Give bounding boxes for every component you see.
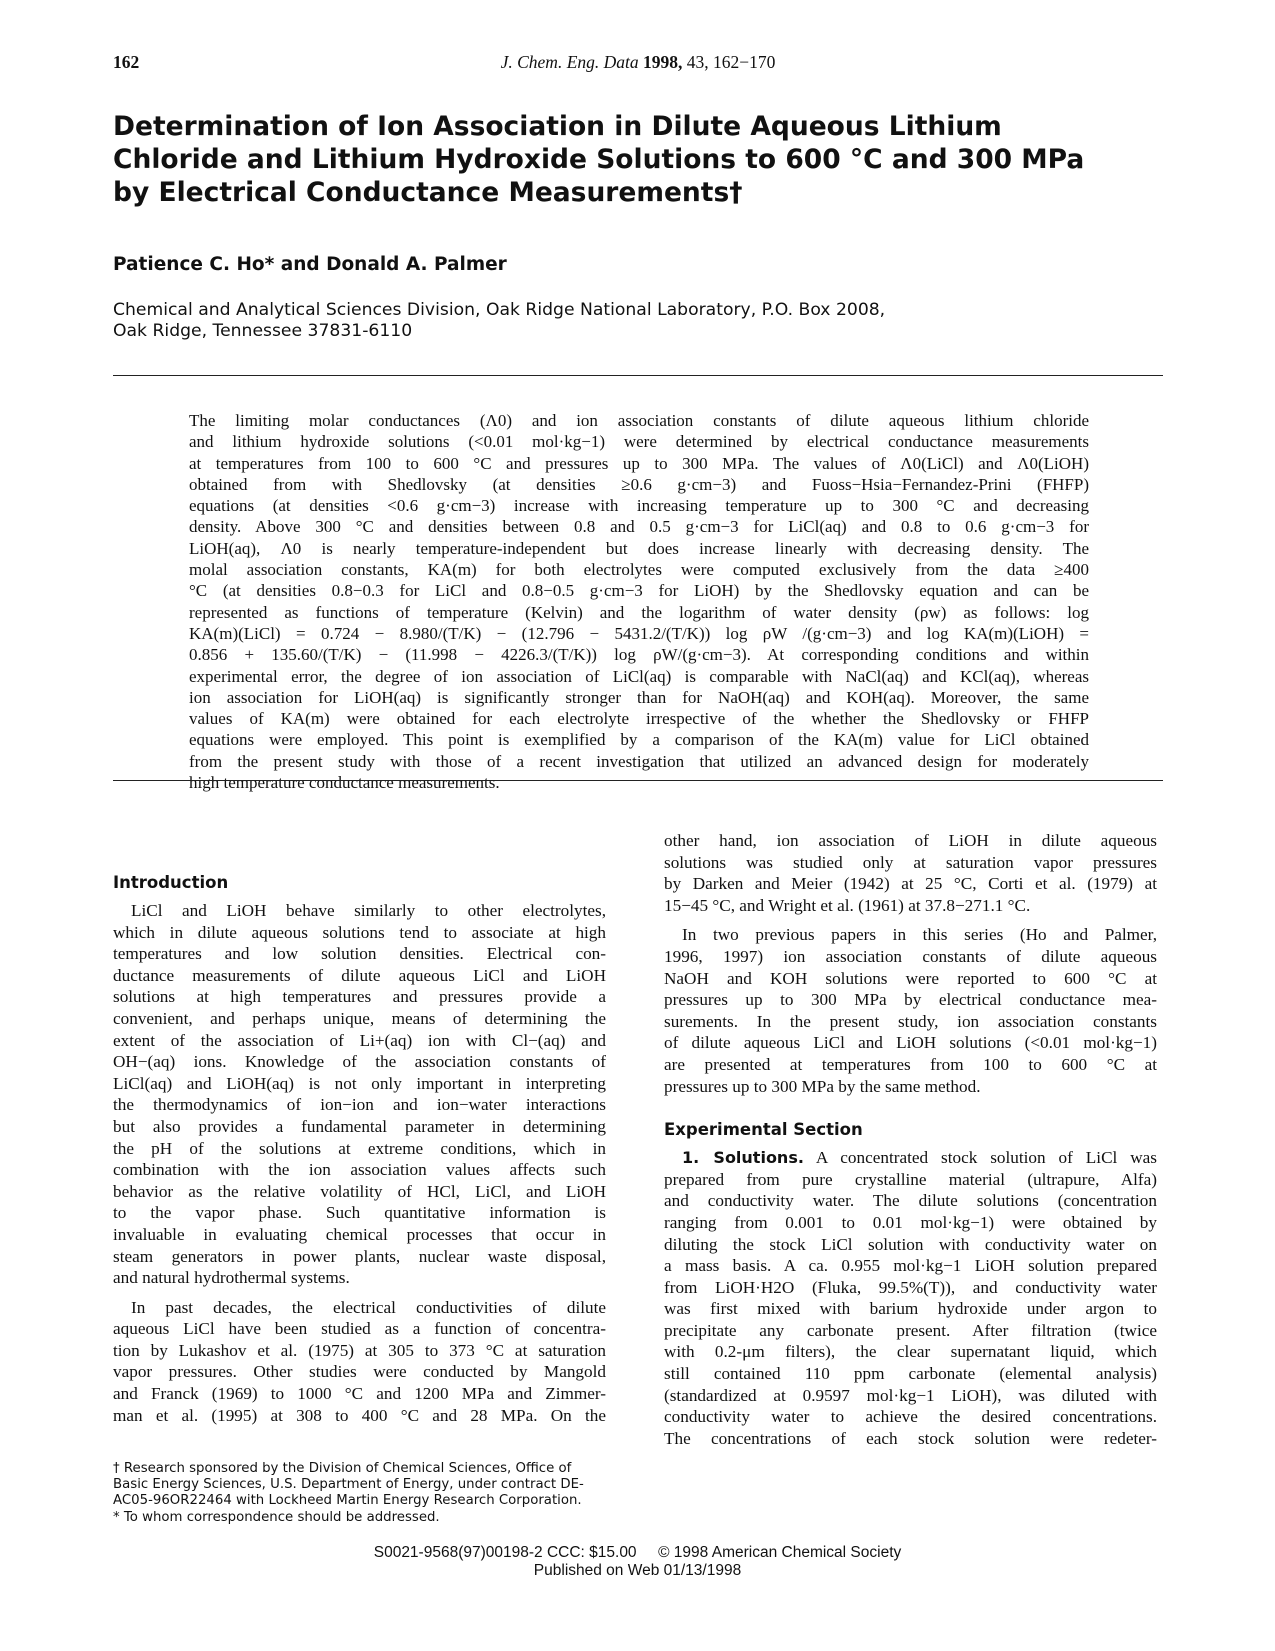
text-line: extent of the association of Li+(aq) ion with Cl−(aq) and [113, 1030, 606, 1050]
text-line: of dilute aqueous LiCl and LiOH solutions (<0.01 mol·kg−1) [664, 1033, 1157, 1053]
text-line: conductivity water to achieve the desired concentrations. [664, 1407, 1157, 1427]
section-gap [664, 1105, 1157, 1119]
intro-paragraph [664, 924, 1157, 1097]
text-line: vapor pressures. Other studies were conducted by Mangold [113, 1362, 606, 1382]
text-line: with 0.2-μm filters), the clear supernatant liquid, which [664, 1342, 1157, 1362]
text-line: NaOH and KOH solutions were reported to 600 °C at [664, 968, 1157, 988]
text-line: The concentrations of each stock solution were redeter- [664, 1428, 1157, 1448]
text-line: values of KA(m) were obtained for each electrolyte irrespective of the whether the Shedlovsky or FHFP [189, 709, 1089, 729]
footer-copyright-line: S0021-9568(97)00198-2 CCC: $15.00 © 1998 American Chemical Society [373, 1544, 902, 1561]
text-line: precipitate any carbonate present. After filtration (twice [664, 1320, 1157, 1340]
journal-reference [113, 52, 1163, 73]
text-line: LiCl(aq) and LiOH(aq) is not only important in interpreting [113, 1073, 606, 1093]
footnote-line: * To whom correspondence should be addressed. [113, 1509, 440, 1525]
affiliation-line: Oak Ridge, Tennessee 37831-6110 [113, 321, 413, 341]
title-line: by Electrical Conductance Measurements† [113, 177, 743, 208]
text-line: 0.856 + 135.60/(T/K) − (11.998 − 4226.3/(T/K)) log ρW/(g·cm−3). At corresponding conditions and within [189, 645, 1089, 665]
affiliation-line: Chemical and Analytical Sciences Division, Oak Ridge National Laboratory, P.O. Box 2008, [113, 300, 886, 320]
text-line: which in dilute aqueous solutions tend to associate at high [113, 922, 606, 942]
left-column [113, 872, 606, 1434]
right-column [664, 830, 1157, 1457]
text-line: convenient, and perhaps unique, means of determining the [113, 1008, 606, 1028]
footnote-line: † Research sponsored by the Division of Chemical Sciences, Office of [113, 1461, 572, 1476]
text-line: temperatures and low solution densities. Electrical con- [113, 944, 606, 964]
text-line: a mass basis. A ca. 0.955 mol·kg−1 LiOH solution prepared [664, 1256, 1157, 1276]
author-list: Patience C. Ho* and Donald A. Palmer [113, 254, 507, 275]
text-line: and Franck (1969) to 1000 °C and 1200 MPa and Zimmer- [113, 1384, 606, 1404]
text-line: obtained from with Shedlovsky (at densities ≥0.6 g·cm−3) and Fuoss−Hsia−Fernandez-Prini (FHFP) [189, 474, 1089, 494]
solutions-paragraph [664, 1147, 1157, 1449]
text-line: to the vapor phase. Such quantitative information is [113, 1203, 606, 1223]
intro-paragraph [113, 900, 606, 1289]
intro-paragraph [113, 1297, 606, 1427]
text-line: invaluable in evaluating chemical processes that occur in [113, 1224, 606, 1244]
title-line: Chloride and Lithium Hydroxide Solutions to 600 °C and 300 MPa [113, 144, 1085, 175]
text-line: at temperatures from 100 to 600 °C and pressures up to 300 MPa. The values of Λ0(LiCl) and Λ0(LiOH) [189, 453, 1089, 473]
text-line: equations (at densities <0.6 g·cm−3) increase with increasing temperature up to 300 °C and decreasing [189, 496, 1089, 516]
text-line: and lithium hydroxide solutions (<0.01 mol·kg−1) were determined by electrical conductance measurements [189, 432, 1089, 452]
text-line: the pH of the solutions at extreme conditions, which in [113, 1138, 606, 1158]
text-line: and natural hydrothermal systems. [113, 1268, 350, 1288]
text-line: are presented at temperatures from 100 to 600 °C at [664, 1054, 1157, 1074]
text-line: (standardized at 0.9597 mol·kg−1 LiOH), was diluted with [664, 1385, 1157, 1405]
text-line: high temperature conductance measurements. [189, 773, 500, 793]
text-line: 1996, 1997) ion association constants of dilute aqueous [664, 946, 1157, 966]
section-heading-experimental: Experimental Section [664, 1120, 863, 1140]
text-line: molal association constants, KA(m) for both electrolytes were computed exclusively from the data ≥400 [189, 560, 1089, 580]
text-line: represented as functions of temperature (Kelvin) and the logarithm of water density (ρw) as follows: log [189, 602, 1089, 622]
footer-published-line: Published on Web 01/13/1998 [533, 1562, 742, 1579]
text-line: ion association for LiOH(aq) is significantly stronger than for NaOH(aq) and KOH(aq). Moreover, the same [189, 687, 1089, 707]
text-line: and conductivity water. The dilute solutions (concentration [664, 1191, 1157, 1211]
footnote-line: AC05-96OR22464 with Lockheed Martin Energy Research Corporation. [113, 1493, 582, 1509]
text-line: solutions was studied only at saturation vapor pressures [664, 852, 1157, 872]
text-line: from LiOH·H2O (Fluka, 99.5%(T)), and conductivity water [664, 1277, 1157, 1297]
text-line [664, 1147, 1157, 1169]
text-line: 15−45 °C, and Wright et al. (1961) at 37.8−271.1 °C. [664, 895, 1031, 915]
affiliation [113, 300, 885, 342]
text-line: still contained 110 ppm carbonate (elemental analysis) [664, 1364, 1157, 1384]
text-line: prepared from pure crystalline material (ultrapure, Alfa) [664, 1169, 1157, 1189]
text-line: combination with the ion association values affects such [113, 1160, 606, 1180]
text-line: pressures up to 300 MPa by electrical conductance mea- [664, 990, 1157, 1010]
article-title [113, 110, 1173, 209]
text-line: aqueous LiCl have been studied as a function of concentra- [113, 1319, 606, 1339]
text-line: other hand, ion association of LiOH in dilute aqueous [664, 831, 1157, 850]
text-line: ductance measurements of dilute aqueous LiCl and LiOH [113, 965, 606, 985]
text-line: man et al. (1995) at 308 to 400 °C and 28 MPa. On the [113, 1405, 606, 1425]
text-line: pressures up to 300 MPa by the same method. [664, 1076, 981, 1096]
text-line: LiCl and LiOH behave similarly to other electrolytes, [131, 901, 606, 920]
text-line: tion by Lukashov et al. (1975) at 305 to 373 °C at saturation [113, 1340, 606, 1360]
abstract-top-rule [113, 375, 1163, 376]
text-line: behavior as the relative volatility of HCl, LiCl, and LiOH [113, 1181, 606, 1201]
text-line: steam generators in power plants, nuclear waste disposal, [113, 1246, 606, 1266]
intro-paragraph-continued [664, 830, 1157, 916]
text-fragment: A concentrated stock solution of LiCl was [815, 1148, 1157, 1168]
text-line: KA(m)(LiCl) = 0.724 − 8.980/(T/K) − (12.796 − 5431.2/(T/K)) log ρW /(g·cm−3) and log KA(m)(LiOH) = [189, 623, 1089, 643]
abstract [189, 410, 1089, 793]
text-line: OH−(aq) ions. Knowledge of the association constants of [113, 1052, 606, 1072]
page-footer [0, 1544, 1275, 1580]
journal-year: 1998, [643, 52, 683, 72]
text-line: In two previous papers in this series (Ho and Palmer, [682, 925, 1157, 945]
text-line: was first mixed with barium hydroxide under argon to [664, 1299, 1157, 1319]
title-line: Determination of Ion Association in Dilute Aqueous Lithium [113, 111, 1002, 142]
text-line: The limiting molar conductances (Λ0) and ion association constants of dilute aqueous lithium chloride [189, 411, 1089, 430]
text-line: diluting the stock LiCl solution with conductivity water on [664, 1234, 1157, 1254]
running-header [113, 52, 1163, 78]
text-line: In past decades, the electrical conductivities of dilute [131, 1297, 606, 1317]
text-line: experimental error, the degree of ion association of LiCl(aq) is comparable with NaCl(aq) and KCl(aq), whereas [189, 666, 1089, 686]
text-line: density. Above 300 °C and densities between 0.8 and 0.5 g·cm−3 for LiCl(aq) and 0.8 to 0.6 g·cm−3 for [189, 517, 1089, 537]
subsection-runin-solutions: 1. Solutions. [682, 1148, 804, 1168]
footnote-line: Basic Energy Sciences, U.S. Department of Energy, under contract DE- [113, 1477, 584, 1493]
journal-volume-pages: 43, 162−170 [686, 52, 776, 72]
text-line: by Darken and Meier (1942) at 25 °C, Corti et al. (1979) at [664, 874, 1157, 894]
text-line: surements. In the present study, ion association constants [664, 1011, 1157, 1031]
abstract-bottom-rule [113, 780, 1163, 781]
text-line: but also provides a fundamental parameter in determining [113, 1116, 606, 1136]
text-line: ranging from 0.001 to 0.01 mol·kg−1) were obtained by [664, 1212, 1157, 1232]
text-line: the thermodynamics of ion−ion and ion−water interactions [113, 1095, 606, 1115]
text-line: solutions at high temperatures and pressures provide a [113, 987, 606, 1007]
text-line: LiOH(aq), Λ0 is nearly temperature-independent but does increase linearly with decreasing density. The [189, 538, 1089, 558]
text-line: °C (at densities 0.8−0.3 for LiCl and 0.8−0.5 g·cm−3 for LiOH) by the Shedlovsky equation and can be [189, 581, 1089, 601]
text-line: equations were employed. This point is exemplified by a comparison of the KA(m) value for LiCl obtained [189, 730, 1089, 750]
journal-name: J. Chem. Eng. Data [500, 52, 639, 72]
section-heading-introduction: Introduction [113, 873, 229, 892]
page-number: 162 [113, 52, 140, 72]
footnotes [113, 1461, 613, 1526]
text-line: from the present study with those of a recent investigation that utilized an advanced design for moderately [189, 751, 1089, 771]
